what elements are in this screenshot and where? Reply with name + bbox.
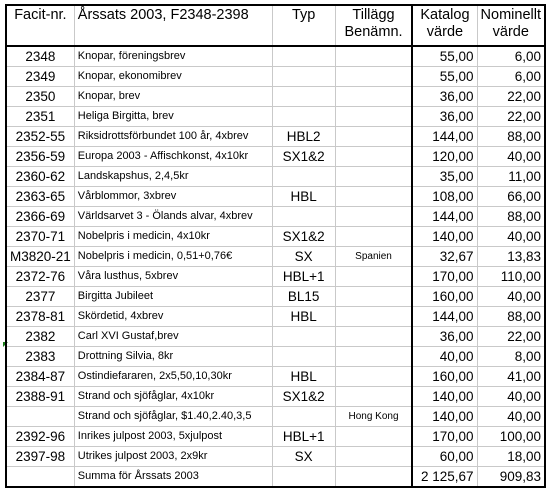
cell-facit-nr[interactable]: 2363-65 [6,187,74,207]
header-katalog-line2: värde [426,24,464,40]
spreadsheet [5,4,546,488]
cell-nominellt[interactable]: 110,00 [477,267,545,287]
cell-katalog[interactable]: 144,00 [412,207,477,227]
cell-facit-nr[interactable] [6,407,74,427]
header-tillagg-line1: Tillägg [352,7,395,23]
cell-typ[interactable] [272,107,335,127]
table-row [6,447,545,467]
cell-katalog[interactable]: 140,00 [412,407,477,427]
cell-description[interactable]: Våra lusthus, 5xbrev [74,267,272,287]
cell-description[interactable]: Summa för Årssats 2003 [74,467,272,488]
cell-nominellt[interactable]: 100,00 [477,427,545,447]
cell-katalog[interactable]: 40,00 [412,347,477,367]
table-row [6,387,545,407]
cell-description[interactable]: Skördetid, 4xbrev [74,307,272,327]
cell-typ[interactable]: HBL [272,187,335,207]
summary-row [6,467,545,488]
table-row [6,347,545,367]
cell-facit-nr[interactable]: 2348 [6,46,74,67]
cell-nominellt[interactable]: 41,00 [477,367,545,387]
cell-description[interactable]: Heliga Birgitta, brev [74,107,272,127]
cell-katalog[interactable]: 140,00 [412,387,477,407]
cell-nominellt[interactable]: 88,00 [477,207,545,227]
cell-facit-nr[interactable]: 2377 [6,287,74,307]
cell-typ[interactable] [272,467,335,488]
cell-facit-nr[interactable]: 2370-71 [6,227,74,247]
cell-katalog[interactable]: 108,00 [412,187,477,207]
cell-katalog[interactable]: 144,00 [412,127,477,147]
cell-tillagg[interactable] [335,287,412,307]
cell-typ[interactable]: SX1&2 [272,147,335,167]
cell-typ[interactable]: SX [272,447,335,467]
cell-tillagg[interactable] [335,167,412,187]
cell-tillagg[interactable] [335,46,412,67]
cell-facit-nr[interactable]: 2350 [6,87,74,107]
table-row [6,407,545,427]
cell-description[interactable]: Drottning Silvia, 8kr [74,347,272,367]
cell-tillagg[interactable] [335,367,412,387]
cell-nominellt[interactable]: 13,83 [477,247,545,267]
cell-katalog[interactable]: 36,00 [412,107,477,127]
table-row [6,267,545,287]
cell-nominellt[interactable]: 88,00 [477,307,545,327]
cell-facit-nr[interactable]: M3820-21 [6,247,74,267]
cell-description[interactable]: Riksidrottsförbundet 100 år, 4xbrev [74,127,272,147]
cell-description[interactable]: Inrikes julpost 2003, 5xjulpost [74,427,272,447]
cell-description[interactable]: Världsarvet 3 - Ölands alvar, 4xbrev [74,207,272,227]
cell-tillagg[interactable] [335,427,412,447]
cell-typ[interactable] [272,207,335,227]
cell-tillagg[interactable] [335,227,412,247]
cell-nominellt[interactable]: 66,00 [477,187,545,207]
cell-katalog[interactable]: 160,00 [412,287,477,307]
table-row [6,427,545,447]
cell-facit-nr[interactable]: 2352-55 [6,127,74,147]
header-katalog[interactable] [412,5,477,46]
cell-typ[interactable] [272,327,335,347]
cell-tillagg[interactable] [335,187,412,207]
header-description[interactable]: Årssats 2003, F2348-2398 [74,5,272,46]
cell-facit-nr[interactable]: 2392-96 [6,427,74,447]
cell-typ[interactable] [272,46,335,67]
cell-description[interactable]: Carl XVI Gustaf,brev [74,327,272,347]
cell-katalog[interactable]: 160,00 [412,367,477,387]
cell-tillagg[interactable] [335,307,412,327]
cell-nominellt[interactable]: 6,00 [477,67,545,87]
table-row [6,287,545,307]
header-nominellt-line1: Nominellt [480,7,541,23]
cell-nominellt[interactable]: 40,00 [477,407,545,427]
cell-facit-nr[interactable]: 2388-91 [6,387,74,407]
cell-katalog[interactable]: 36,00 [412,327,477,347]
cell-tillagg[interactable] [335,467,412,488]
cell-tillagg[interactable] [335,267,412,287]
cell-nominellt[interactable]: 6,00 [477,46,545,67]
cell-typ[interactable]: HBL2 [272,127,335,147]
table-row [6,247,545,267]
cell-description[interactable]: Knopar, ekonomibrev [74,67,272,87]
cell-facit-nr[interactable]: 2351 [6,107,74,127]
cell-typ[interactable] [272,407,335,427]
cell-typ[interactable] [272,347,335,367]
cell-katalog[interactable]: 170,00 [412,427,477,447]
cell-tillagg[interactable] [335,67,412,87]
cell-nominellt[interactable]: 22,00 [477,327,545,347]
cell-facit-nr[interactable]: 2356-59 [6,147,74,167]
cell-tillagg[interactable]: Spanien [335,247,412,267]
cell-typ[interactable] [272,167,335,187]
cell-tillagg[interactable] [335,147,412,167]
table-row [6,87,545,107]
header-nominellt-line2: värde [492,24,529,40]
cell-tillagg[interactable] [335,347,412,367]
header-nominellt[interactable] [477,5,545,46]
cell-tillagg[interactable] [335,447,412,467]
cell-katalog[interactable]: 140,00 [412,227,477,247]
cell-description[interactable]: Strand och sjöfåglar, $1.40,2.40,3,5 [74,407,272,427]
cell-katalog[interactable]: 170,00 [412,267,477,287]
cell-nominellt[interactable]: 11,00 [477,167,545,187]
cell-description[interactable]: Knopar, brev [74,87,272,107]
header-row [6,5,545,46]
cell-description[interactable]: Landskapshus, 2,4,5kr [74,167,272,187]
table-row [6,167,545,187]
cell-description[interactable]: Strand och sjöfåglar, 4x10kr [74,387,272,407]
cell-typ[interactable]: SX [272,247,335,267]
cell-description[interactable]: Birgitta Jubileet [74,287,272,307]
cell-katalog[interactable]: 2 125,67 [412,467,477,488]
cell-typ[interactable]: HBL+1 [272,267,335,287]
cell-nominellt[interactable]: 40,00 [477,227,545,247]
cell-typ[interactable]: SX1&2 [272,227,335,247]
cell-description[interactable]: Knopar, föreningsbrev [74,46,272,67]
cell-katalog[interactable]: 60,00 [412,447,477,467]
cell-tillagg[interactable] [335,387,412,407]
cell-facit-nr[interactable]: 2366-69 [6,207,74,227]
cell-facit-nr[interactable]: 2382 [6,327,74,347]
cell-katalog[interactable]: 32,67 [412,247,477,267]
cell-description[interactable]: Nobelpris i medicin, 0,51+0,76€ [74,247,272,267]
cell-typ[interactable]: SX1&2 [272,387,335,407]
header-tillagg-line2: Benämn. [344,24,403,40]
cell-facit-nr[interactable]: 2378-81 [6,307,74,327]
header-typ[interactable]: Typ [272,5,335,46]
cell-katalog[interactable]: 55,00 [412,67,477,87]
cell-katalog[interactable]: 55,00 [412,46,477,67]
table-row [6,46,545,67]
cell-tillagg[interactable] [335,127,412,147]
table-row [6,207,545,227]
cell-facit-nr[interactable]: 2372-76 [6,267,74,287]
table-row [6,227,545,247]
table-row [6,367,545,387]
cell-typ[interactable]: HBL [272,307,335,327]
table-row [6,107,545,127]
cell-description[interactable]: Utrikes julpost 2003, 2x9kr [74,447,272,467]
cell-description[interactable]: Europa 2003 - Affischkonst, 4x10kr [74,147,272,167]
cell-nominellt[interactable]: 22,00 [477,107,545,127]
cell-tillagg[interactable] [335,327,412,347]
cell-tillagg[interactable] [335,107,412,127]
cell-description[interactable]: Ostindiefararen, 2x5,50,10,30kr [74,367,272,387]
cell-katalog[interactable]: 120,00 [412,147,477,167]
table-row [6,327,545,347]
cell-facit-nr[interactable]: 2384-87 [6,367,74,387]
cell-nominellt[interactable]: 40,00 [477,147,545,167]
cell-katalog[interactable]: 36,00 [412,87,477,107]
cell-nominellt[interactable]: 909,83 [477,467,545,488]
cell-nominellt[interactable]: 88,00 [477,127,545,147]
cell-facit-nr[interactable] [6,467,74,488]
cell-nominellt[interactable]: 8,00 [477,347,545,367]
cell-facit-nr[interactable]: 2349 [6,67,74,87]
cell-katalog[interactable]: 35,00 [412,167,477,187]
table-row [6,187,545,207]
header-tillagg[interactable] [335,5,412,46]
cell-tillagg[interactable] [335,87,412,107]
stamp-table [5,4,546,488]
table-row [6,307,545,327]
cell-katalog[interactable]: 144,00 [412,307,477,327]
cell-tillagg[interactable] [335,207,412,227]
table-row [6,147,545,167]
header-katalog-line1: Katalog [420,7,470,23]
cell-description[interactable]: Nobelpris i medicin, 4x10kr [74,227,272,247]
cell-typ[interactable]: HBL [272,367,335,387]
cell-typ[interactable]: BL15 [272,287,335,307]
cell-nominellt[interactable]: 18,00 [477,447,545,467]
cell-facit-nr[interactable]: 2397-98 [6,447,74,467]
cell-nominellt[interactable]: 22,00 [477,87,545,107]
header-facit-nr[interactable]: Facit-nr. [6,5,74,46]
cell-nominellt[interactable]: 40,00 [477,287,545,307]
cell-facit-nr[interactable]: 2383 [6,347,74,367]
cell-typ[interactable]: HBL+1 [272,427,335,447]
cell-typ[interactable] [272,67,335,87]
cell-tillagg[interactable]: Hong Kong [335,407,412,427]
cell-typ[interactable] [272,87,335,107]
cell-facit-nr[interactable]: 2360-62 [6,167,74,187]
table-row [6,67,545,87]
cell-nominellt[interactable]: 40,00 [477,387,545,407]
table-row [6,127,545,147]
cell-description[interactable]: Vårblommor, 3xbrev [74,187,272,207]
